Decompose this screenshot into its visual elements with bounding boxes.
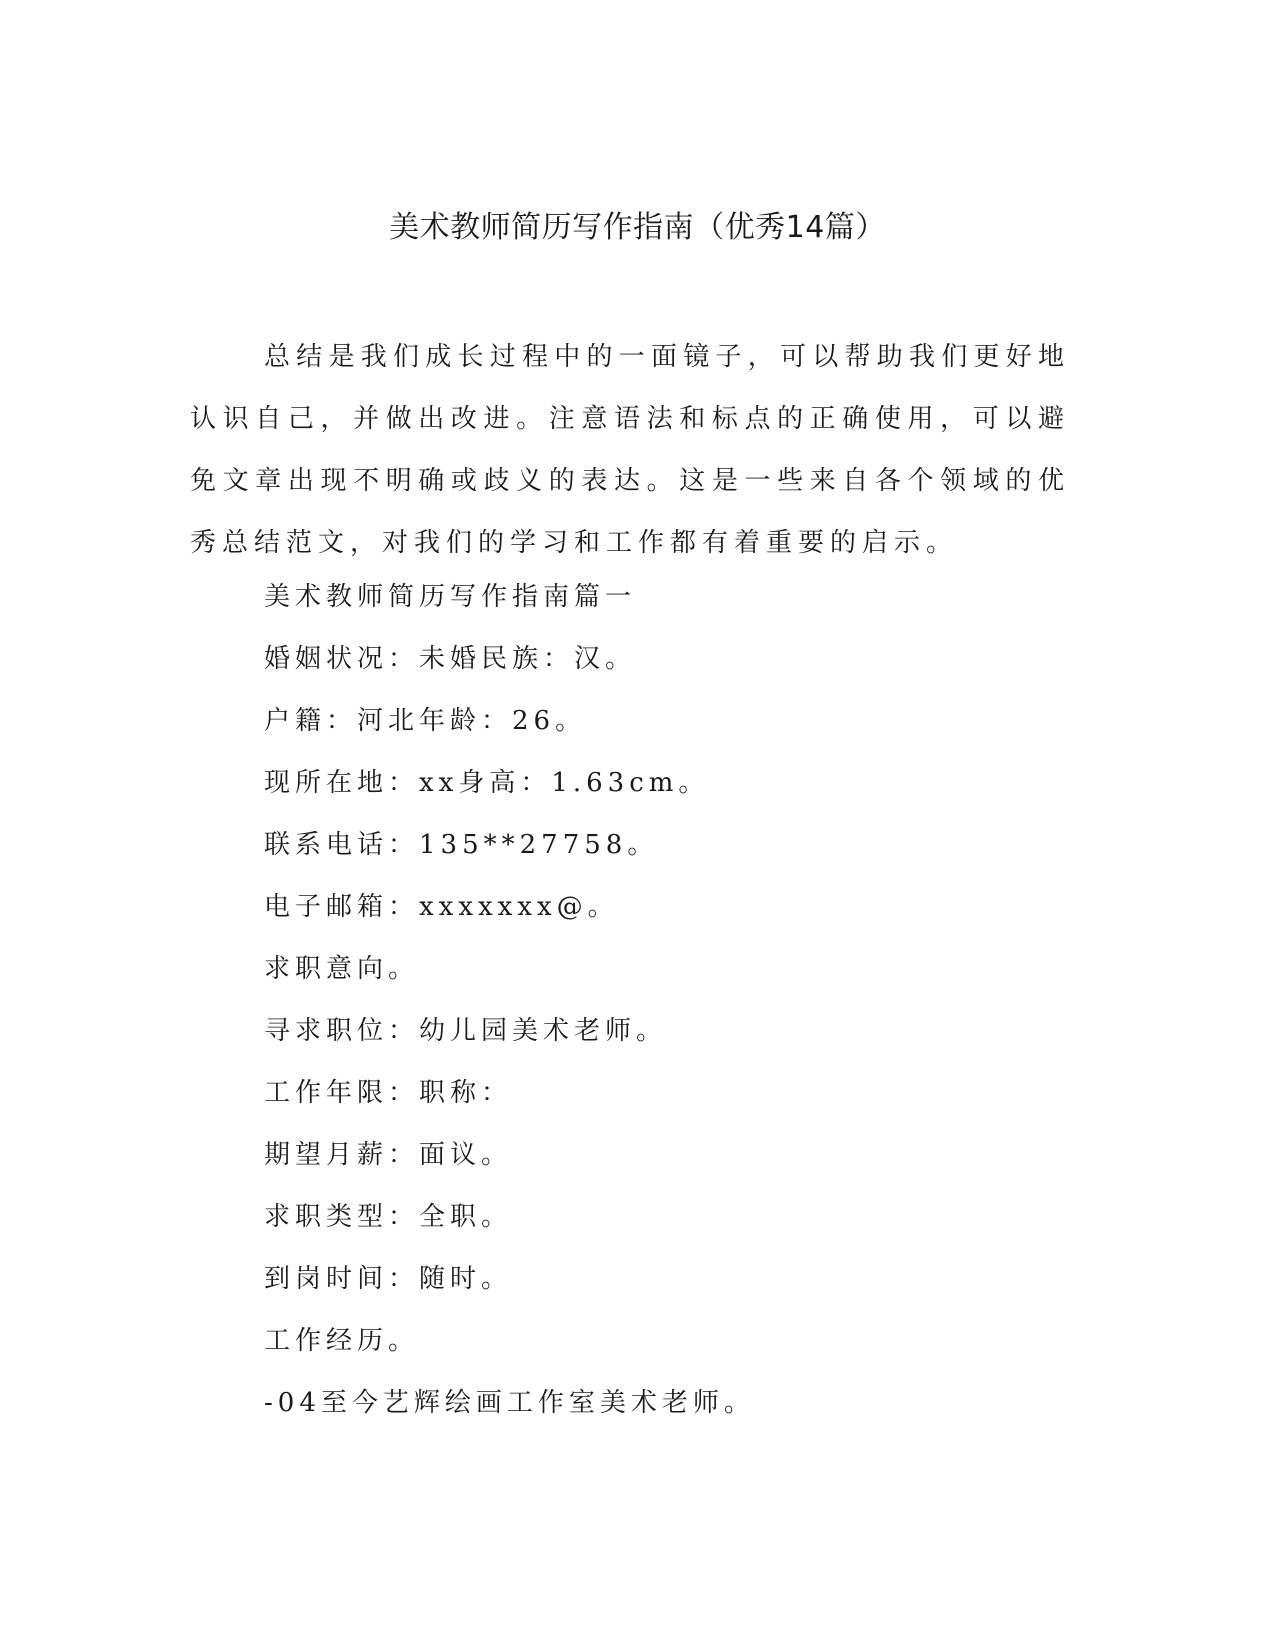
resume-line-email: 电子邮箱：xxxxxxx@。 <box>264 892 619 922</box>
resume-line-work-entry: -04至今艺辉绘画工作室美术老师。 <box>264 1388 755 1418</box>
resume-line-household-registration: 户籍：河北年龄：26。 <box>264 706 587 736</box>
resume-line-marital-status: 婚姻状况：未婚民族：汉。 <box>264 644 637 674</box>
resume-line-location: 现所在地：xx身高：1.63cm。 <box>264 768 710 798</box>
resume-line-job-type: 求职类型：全职。 <box>264 1202 513 1232</box>
section-heading: 美术教师简历写作指南篇一 <box>264 582 637 612</box>
resume-line-work-years: 工作年限：职称： <box>264 1078 513 1108</box>
intro-paragraph: 总结是我们成长过程中的一面镜子，可以帮助我们更好地认识自己，并做出改进。注意语法和标点的正确使用，可以避免文章出现不明确或歧义的表达。这是一些来自各个领域的优秀总结范文，对我们的学习和工作都有着重要的启示。 <box>190 342 1070 558</box>
resume-lines <box>264 566 755 1434</box>
resume-line-work-experience-heading: 工作经历。 <box>264 1326 420 1356</box>
resume-line-job-intention-heading: 求职意向。 <box>264 954 420 984</box>
resume-line-desired-position: 寻求职位：幼儿园美术老师。 <box>264 1016 668 1046</box>
resume-line-expected-salary: 期望月薪：面议。 <box>264 1140 513 1170</box>
document-title: 美术教师简历写作指南（优秀14篇） <box>389 210 886 245</box>
resume-line-phone: 联系电话：135**27758。 <box>264 830 659 860</box>
resume-line-start-time: 到岗时间：随时。 <box>264 1264 513 1294</box>
